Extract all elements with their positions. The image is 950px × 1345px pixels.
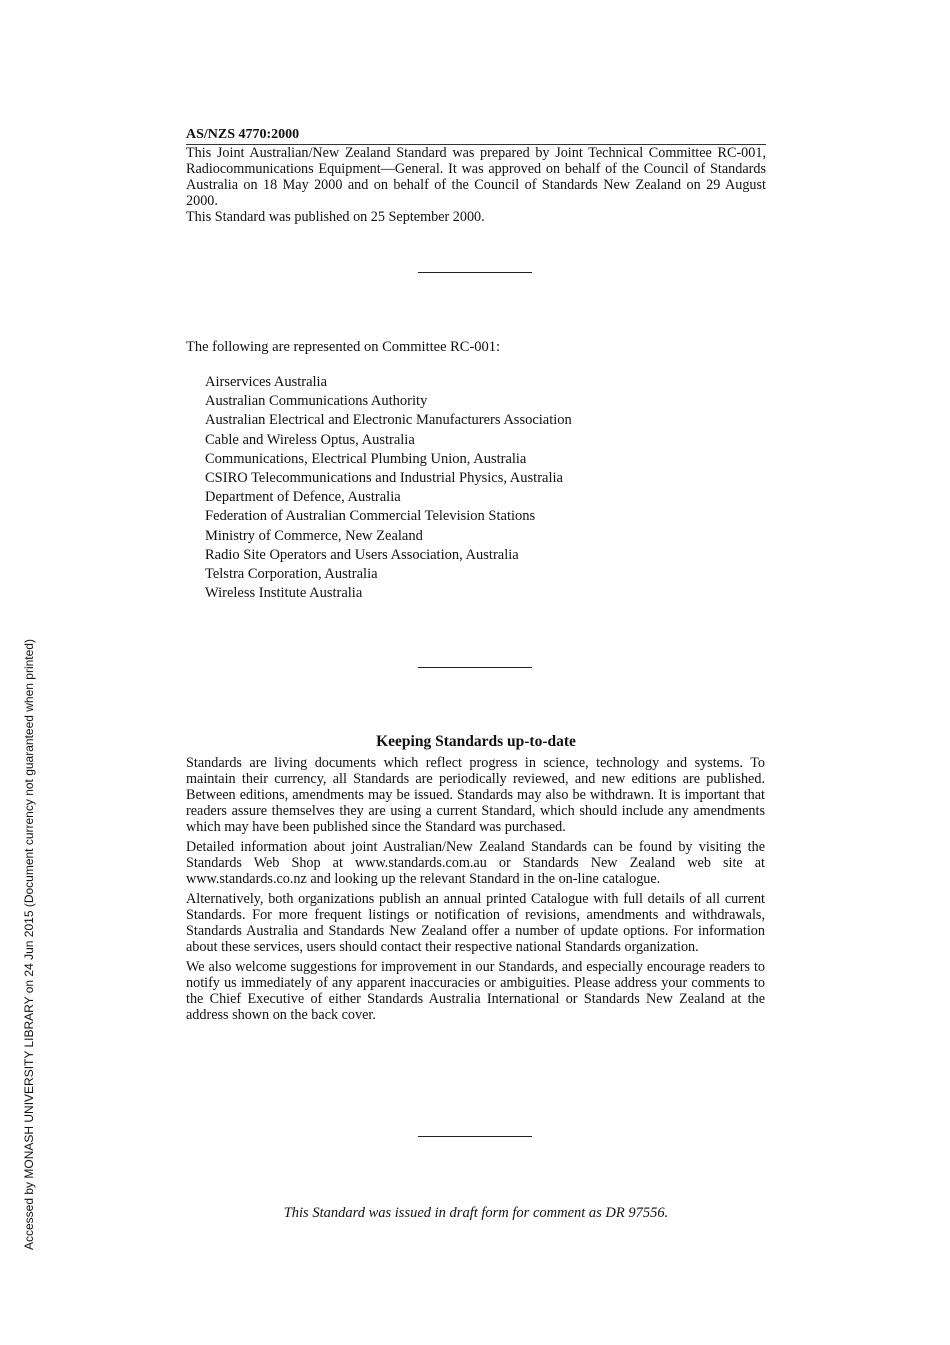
committee-member: Communications, Electrical Plumbing Union, Australia (205, 450, 527, 467)
committee-member: Australian Communications Authority (205, 393, 428, 410)
draft-note: This Standard was issued in draft form for comment as DR 97556. (283, 1205, 669, 1221)
committee-member: Radio Site Operators and Users Association, Australia (205, 546, 519, 563)
committee-member: Airservices Australia (205, 374, 328, 390)
standard-id-heading: AS/NZS 4770:2000 (186, 127, 766, 145)
committee-member: Wireless Institute Australia (205, 585, 363, 602)
committee-member: Cable and Wireless Optus, Australia (205, 431, 415, 448)
publication-note: This Standard was published on 25 September 2000. (186, 209, 485, 225)
access-watermark: Accessed by MONASH UNIVERSITY LIBRARY on 24 Jun 2015 (Document currency not guaranteed when printed) (22, 639, 36, 1250)
section-divider-3 (418, 1136, 532, 1137)
preparation-note: This Joint Australian/New Zealand Standard was prepared by Joint Technical Committee RC-001, Radiocommunications Equipment—General. It was approved on behalf of the Council of Standards Australia on 18 May 2000 and on behalf of the Council of Standards New Zealand on 29 August 2000. (186, 145, 766, 209)
committee-member: Ministry of Commerce, New Zealand (205, 527, 423, 544)
body-paragraph: Detailed information about joint Australian/New Zealand Standards can be found by visiting the Standards Web Shop at www.standards.com.au or Standards New Zealand web site at www.standards.co.nz and looking up the relevant Standard in the on-line catalogue. (186, 839, 765, 887)
committee-member: Federation of Australian Commercial Television Stations (205, 508, 536, 525)
section-divider-2 (418, 667, 532, 668)
committee-member-list (205, 373, 765, 603)
committee-member: Australian Electrical and Electronic Manufacturers Association (205, 412, 572, 429)
body-paragraph: We also welcome suggestions for improvement in our Standards, and especially encourage readers to notify us immediately of any apparent inaccuracies or ambiguities. Please address your comments to the Chief Executive of either Standards Australia International or Standards New Zealand at the address shown on the back cover. (186, 959, 765, 1024)
body-paragraph: Standards are living documents which reflect progress in science, technology and systems. To maintain their currency, all Standards are periodically reviewed, and new editions are published. Between editions, amendments may be issued. Standards may also be withdrawn. It is important that readers assure themselves they are using a current Standard, which should include any amendments which may have been published since the Standard was purchased. (186, 755, 765, 835)
body-paragraph: Alternatively, both organizations publish an annual printed Catalogue with full details of all current Standards. For more frequent listings or notification of revisions, amendments and withdrawals, Standards Australia and Standards New Zealand offer a number of update options. For information about these services, users should contact their respective national Standards organization. (186, 891, 765, 955)
committee-intro: The following are represented on Committee RC-001: (186, 339, 501, 355)
keeping-standards-body (186, 756, 765, 1029)
section-divider-1 (418, 272, 532, 273)
committee-member: Telstra Corporation, Australia (205, 566, 378, 583)
committee-member: Department of Defence, Australia (205, 489, 401, 506)
committee-member: CSIRO Telecommunications and Industrial Physics, Australia (205, 470, 563, 487)
keeping-standards-heading: Keeping Standards up-to-date (376, 733, 576, 750)
